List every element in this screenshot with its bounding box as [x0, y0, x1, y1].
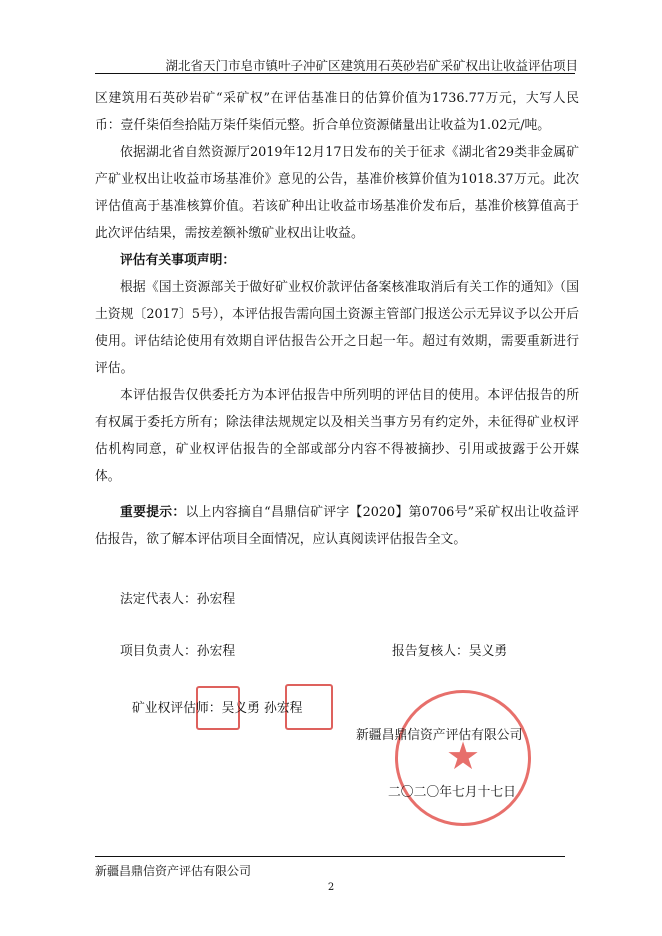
paragraph-important-note: [95, 499, 579, 553]
paragraph-benchmark: 依据湖北省自然资源厅2019年12月17日发布的关于征求《湖北省29类非金属矿产矿业权出让收益市场基准价》意见的公告，基准价核算价值为1018.37万元。此次评估值高于基准核算价值。若该矿种出让收益市场基准价发布后，基准价核算值高于此次评估结果，需按差额补缴矿业权出让收益。: [95, 145, 579, 241]
company-seal: [395, 690, 531, 826]
company-name: 新疆昌鼎信资产评估有限公司: [356, 728, 523, 743]
important-note-label: 重要提示：: [120, 505, 186, 520]
section-heading: 评估有关事项声明：: [120, 253, 236, 268]
header-title: 湖北省天门市皂市镇叶子冲矿区建筑用石英砂岩矿采矿权出让收益评估项目: [165, 58, 578, 73]
footer-rule: [95, 856, 565, 857]
report-reviewer: 报告复核人：吴义勇: [392, 644, 508, 659]
page-number: 2: [327, 882, 335, 893]
project-lead: 项目负责人：孙宏程: [120, 644, 236, 659]
seal-star-icon: ★: [445, 734, 481, 779]
header-rule: [95, 73, 575, 74]
appraisers: 矿业权评估师：吴义勇 孙宏程: [132, 701, 303, 716]
important-note-text: 以上内容摘自“昌鼎信矿评字【2020】第0706号”采矿权出让收益评估报告，欲了解本评估项目全面情况，应认真阅读评估报告全文。: [95, 505, 580, 547]
paragraph-ownership: 本评估报告仅供委托方为本评估报告中所列明的评估目的使用。本评估报告的所有权属于委托方所有；除法律法规规定以及相关当事方另有约定外，未征得矿业权评估机构同意，矿业权评估报告的全部或部分内容不得被摘抄、引用或披露于公开媒体。: [95, 388, 579, 484]
paragraph-validity: 根据《国土资源部关于做好矿业权价款评估备案核准取消后有关工作的通知》（国土资规〔2017〕5号），本评估报告需向国土资源主管部门报送公示无异议予以公开后使用。评估结论使用有效期自评估报告公开之日起一年。超过有效期，需要重新进行评估。: [95, 280, 579, 376]
sign-date: 二〇二〇年七月十七日: [388, 785, 516, 800]
footer-org: 新疆昌鼎信资产评估有限公司: [95, 864, 252, 878]
legal-representative: 法定代表人：孙宏程: [120, 592, 236, 607]
paragraph-valuation: 区建筑用石英砂岩矿“采矿权”在评估基准日的估算价值为1736.77万元，大写人民币：壹仟柒佰叁拾陆万柒仟柒佰元整。折合单位资源储量出让收益为1.02元/吨。: [95, 91, 579, 133]
